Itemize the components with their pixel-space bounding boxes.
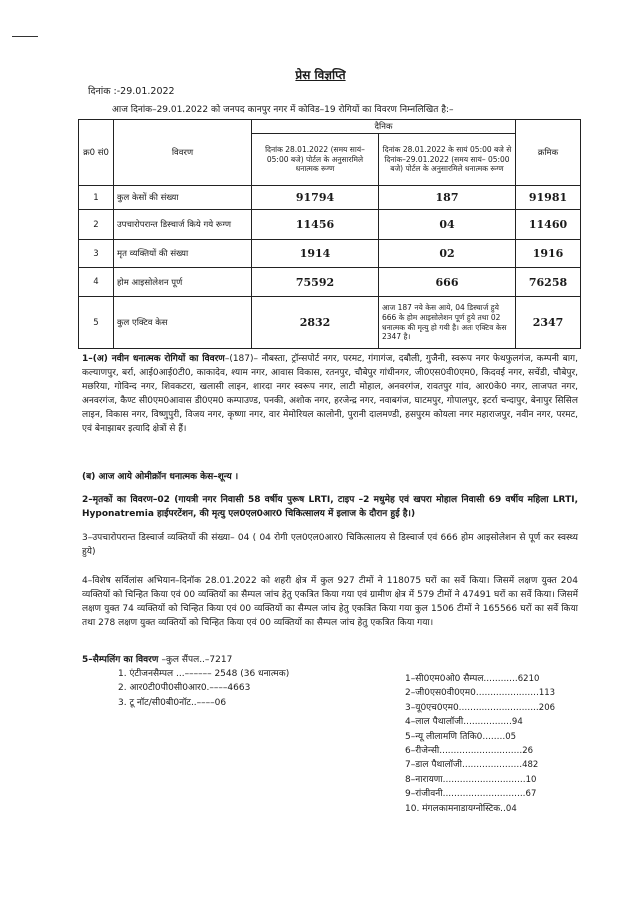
list-item: 4–लाल पैथालॉजी.................94 [405,717,523,728]
new-cases-text: –(187)– नौबस्ता, ट्रॉन्सपोर्ट नगर, परमट, गंगागंज, दबौली, गुजैनी, स्वरूप नगर फेथफुलगंज, कम्पनी बाग, कल्याणपुर, बर्रा, आई0आई0टी0, काकादेव, श्याम नगर, आवास विकास, रतनपुर, चौबेपुर गांधीनगर, जी0एस0वी0एम0, किदवई नगर, सचेंडी, चौबेपुर, मछरिया, गोविन्द नगर, शिवकटरा, खलासी लाइन, शारदा नगर स्वरूप नगर, लाटी मोहाल, अनवरगंज, रावतपुर गांव, आर0के0 नगर, लाजपत नगर, अनवरगंज, कैण्ट सी0एम0आवास डी0एम0 कम्पाउण्ड, पनकी, अशोक नगर, हरजेन्द्र नगर, नवाबगंज, घाटमपुर, गोपालपुर, इटर्रा चन्दापुर, बेनापुर सिसिल लाइन, विकास नगर, विष्णुपुरी, विजय नगर, कृष्णा नगर, वार मेमोरियल कालोनी, पुरानी दालमण्डी, हसपुरम कोयला नगर महाराजपुर, नवीन नगर, परमट, एवं बेनाझाबर इत्यादि क्षेत्रों से हैं। [82,354,578,434]
table-row: 2 उपचारोपरान्त डिस्चार्ज किये गये रूग्ण 11456 04 11460 [79,210,581,240]
list-item: 8–नारायणा.............................10 [405,774,537,785]
sampling-right-list [405,672,555,816]
deaths-paragraph: 2–मृतकों का विवरण–02 (गायत्री नगर निवासी 58 वर्षीय पुरूष LRTI, टाइप –2 मधुमेह एवं खपरा मोहाल निवासी 69 वर्षीय महिला LRTI, Hyponatremia हाईपरटेंशन, की मृत्यु एल0एल0आर0 चिकित्सालय में इलाज के दौरान हुई है।) [82,495,578,519]
list-item: 7–डाल पैथालॉजी.....................482 [405,760,539,771]
header-daily-col2: दिनांक 28.01.2022 के सायं 05:00 बजे से दिनांक–29.01.2022 (समय सायं– 05:00 बजे) पोर्टल के अनुसारमिले धनात्मक रूग्ण [379,134,516,186]
new-cases-paragraph [82,352,578,436]
list-item: 3. टू नॉट/सी0बी0नॉट..––––06 [118,697,227,708]
header-daily: दैनिक [252,120,516,134]
list-item: 9–रांजीवनी.............................67 [405,789,537,800]
list-item: 10. मंगलकामनाडायग्नोस्टिक..04 [405,803,517,814]
date-line: दिनांक :-29.01.2022 [88,86,175,97]
header-description: विवरण [114,120,252,186]
list-item: 1. एंटीजनसैम्पल ...–––––– 2548 (36 धनात्मक) [118,669,290,679]
header-daily-col1: दिनांक 28.01.2022 (समय सायं– 05:00 बजे) पोर्टल के अनुसारमिले धनात्मक रूग्ण [252,134,379,186]
table-row: 4 होम आइसोलेशन पूर्ण 75592 666 76258 [79,268,581,297]
discharge-paragraph: 3–उपचारोपरान्त डिस्चार्ज व्यक्तियों की संख्या– 04 ( 04 रोगी एल0एल0आर0 चिकित्सालय से डिस्चार्ज एवं 666 होम आइसोलेशन से पूर्ण कर स्वस्थ्य हुये) [82,533,578,557]
page-title: प्रेस विज्ञप्ति [295,68,346,82]
intro-line: आज दिनांक–29.01.2022 को जनपद कानपुर नगर में कोविड–19 रोगियों का विवरण निम्नलिखित है:– [112,105,454,115]
list-item: 1–सी0एम0ओ0 सैम्पल............6210 [405,674,540,684]
list-item: 2–जी0एस0वी0एम0......................113 [405,688,556,699]
list-item: 2. आर0टी0पी0सी0आर0.––––4663 [118,683,251,694]
table-row: 1 कुल केसों की संख्या 91794 187 91981 [79,186,581,210]
header-cumulative: क्रमिक [516,120,581,186]
table-row: 5 कुल एक्टिव केस 2832 आज 187 नये केस आये, 04 डिस्चार्ज हुये 666 के होम आइसोलेशन पूर्ण हुये तथा 02 धनात्मक की मृत्यु हो गयी है। अतः एक्टिव केस 2347 है। 2347 [79,297,581,349]
sampling-heading: 5–सैम्पलिंग का विवरण –कुल सैंपल..–7217 [82,655,233,665]
list-item: 5–न्यू लीलामणि तिकि0........05 [405,731,517,742]
table-row: 3 मृत व्यक्तियों की संख्या 1914 02 1916 [79,240,581,268]
covid-stats-table [78,119,581,349]
list-item: 3–यू0एच0एम0............................206 [405,702,556,713]
omicron-line: (ब) आज आये ओमीक्रॉन धनात्मक केस–शून्य । [82,472,239,482]
new-cases-label: 1–(अ) नवीन धनात्मक रोगियों का विवरण [82,354,225,364]
corner-mark [12,36,38,37]
sampling-left-list [118,667,289,710]
list-item: 6–रीजेन्सी.............................26 [405,745,534,756]
header-sno: क्र0 सं0 [79,120,114,186]
surveillance-paragraph: 4–विशेष सर्विलांस अभियान–दिनॉक 28.01.2022 को शहरी क्षेत्र में कुल 927 टीमों ने 118075 घरों का सर्वे किया। जिसमें लक्षण युक्त 204 व्यक्तियों को चिन्हित किया एवं 00 व्यक्तियों का सैम्पल जांच हेतु एकत्रित किया गया एवं ग्रामीण क्षेत्र में 579 टीमों ने 47491 घरों का सर्वे किया। जिसमें लक्षण युक्त 74 व्यक्तियों को चिन्हित किया एवं 00 व्यक्तियों का सैम्पल जांच हेतु एकत्रित किया गया कुल 1506 टीमों ने 165566 घरों का सर्वे किया तथा 278 लक्षण युक्त व्यक्तियों को चिन्हित किया एवं 00 व्यक्तियों का सैम्पल जांच हेतु एकत्रित किया गया। [82,576,578,628]
